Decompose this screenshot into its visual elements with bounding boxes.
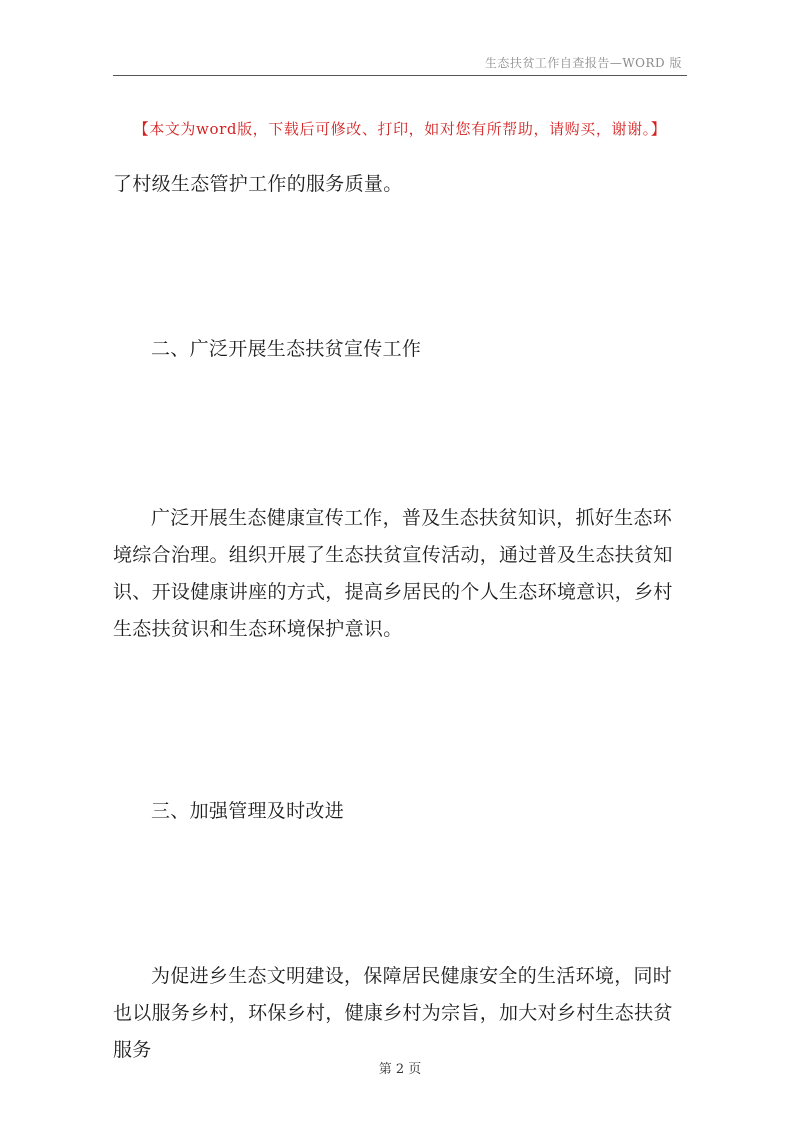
paragraph-section-3: 为促进乡生态文明建设，保障居民健康安全的生活环境，同时也以服务乡村，环保乡村，健康乡村为宗旨，加大对乡村生态扶贫服务	[113, 965, 673, 1061]
page-header-title: 生态扶贫工作自查报告—WORD 版	[484, 56, 682, 70]
header-divider	[113, 75, 687, 76]
section-heading-2: 二、广泛开展生态扶贫宣传工作	[151, 338, 422, 360]
paragraph-continuation: 了村级生态管护工作的服务质量。	[113, 173, 403, 195]
page-number: 第 2 页	[378, 1062, 422, 1077]
paragraph-section-2: 广泛开展生态健康宣传工作，普及生态扶贫知识，抓好生态环境综合治理。组织开展了生态扶贫宣传活动，通过普及生态扶贫知识、开设健康讲座的方式，提高乡居民的个人生态环境意识，乡村生态扶贫识和生态环境保护意识。	[113, 507, 673, 640]
purchase-notice: 【本文为word版，下载后可修改、打印，如对您有所帮助，请购买，谢谢。】	[133, 120, 667, 138]
section-heading-3: 三、加强管理及时改进	[151, 800, 345, 822]
